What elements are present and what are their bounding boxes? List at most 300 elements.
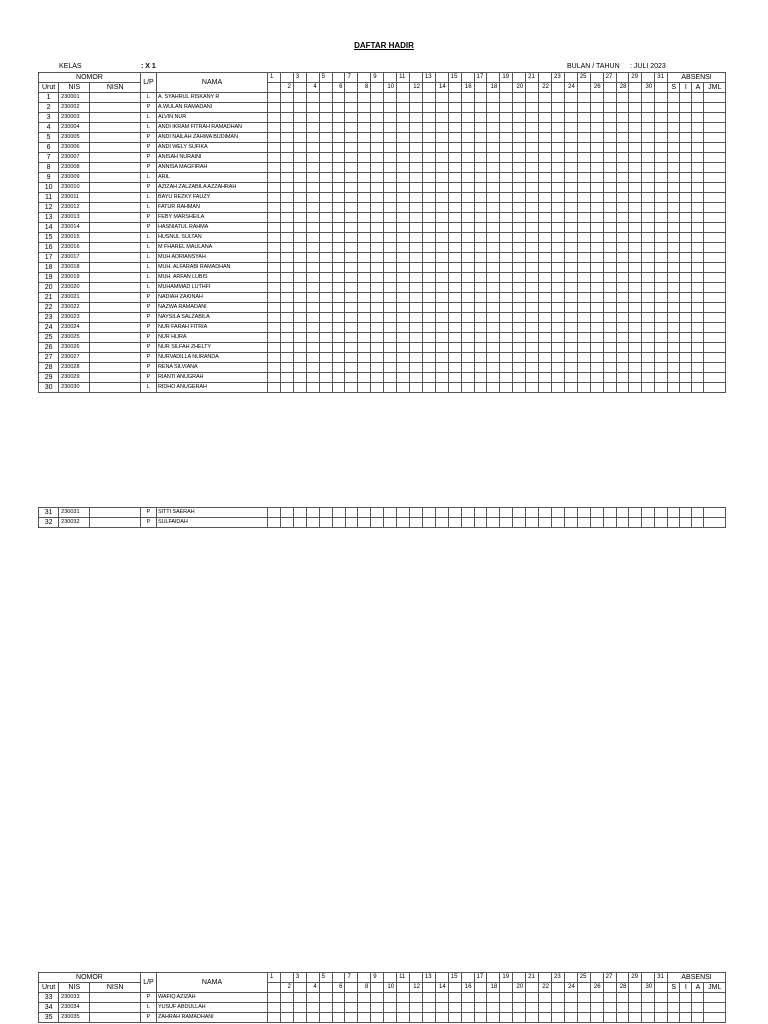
attendance-cell[interactable] [655, 1003, 668, 1013]
attendance-cell[interactable] [435, 993, 448, 1003]
attendance-cell[interactable] [603, 203, 616, 213]
attendance-cell[interactable] [668, 193, 680, 203]
attendance-cell[interactable] [564, 183, 577, 193]
attendance-cell[interactable] [704, 518, 726, 528]
attendance-cell[interactable] [680, 243, 692, 253]
attendance-cell[interactable] [448, 193, 461, 203]
attendance-cell[interactable] [268, 183, 281, 193]
attendance-cell[interactable] [345, 333, 358, 343]
attendance-cell[interactable] [603, 303, 616, 313]
attendance-cell[interactable] [704, 1003, 726, 1013]
attendance-cell[interactable] [345, 273, 358, 283]
attendance-cell[interactable] [603, 163, 616, 173]
attendance-cell[interactable] [422, 383, 435, 393]
attendance-cell[interactable] [500, 373, 513, 383]
attendance-cell[interactable] [629, 263, 642, 273]
attendance-cell[interactable] [642, 233, 655, 243]
attendance-cell[interactable] [642, 363, 655, 373]
attendance-cell[interactable] [448, 163, 461, 173]
attendance-cell[interactable] [371, 143, 384, 153]
attendance-cell[interactable] [692, 143, 704, 153]
attendance-cell[interactable] [539, 323, 552, 333]
attendance-cell[interactable] [680, 993, 692, 1003]
attendance-cell[interactable] [539, 143, 552, 153]
attendance-cell[interactable] [629, 383, 642, 393]
attendance-cell[interactable] [397, 353, 410, 363]
attendance-cell[interactable] [680, 113, 692, 123]
attendance-cell[interactable] [629, 163, 642, 173]
attendance-cell[interactable] [668, 133, 680, 143]
attendance-cell[interactable] [268, 508, 281, 518]
attendance-cell[interactable] [526, 333, 539, 343]
attendance-cell[interactable] [306, 508, 319, 518]
attendance-cell[interactable] [461, 223, 474, 233]
attendance-cell[interactable] [616, 103, 629, 113]
attendance-cell[interactable] [448, 253, 461, 263]
attendance-cell[interactable] [461, 173, 474, 183]
attendance-cell[interactable] [422, 233, 435, 243]
attendance-cell[interactable] [345, 253, 358, 263]
attendance-cell[interactable] [474, 1013, 487, 1023]
attendance-cell[interactable] [629, 203, 642, 213]
attendance-cell[interactable] [397, 273, 410, 283]
attendance-cell[interactable] [692, 133, 704, 143]
attendance-cell[interactable] [551, 103, 564, 113]
attendance-cell[interactable] [616, 1003, 629, 1013]
attendance-cell[interactable] [500, 143, 513, 153]
attendance-cell[interactable] [551, 283, 564, 293]
attendance-cell[interactable] [422, 123, 435, 133]
attendance-cell[interactable] [564, 323, 577, 333]
attendance-cell[interactable] [487, 373, 500, 383]
attendance-cell[interactable] [306, 123, 319, 133]
attendance-cell[interactable] [268, 263, 281, 273]
attendance-cell[interactable] [655, 383, 668, 393]
attendance-cell[interactable] [704, 243, 726, 253]
attendance-cell[interactable] [655, 183, 668, 193]
attendance-cell[interactable] [680, 143, 692, 153]
attendance-cell[interactable] [332, 273, 345, 283]
attendance-cell[interactable] [332, 363, 345, 373]
attendance-cell[interactable] [692, 243, 704, 253]
attendance-cell[interactable] [616, 143, 629, 153]
attendance-cell[interactable] [448, 323, 461, 333]
attendance-cell[interactable] [293, 113, 306, 123]
attendance-cell[interactable] [590, 313, 603, 323]
attendance-cell[interactable] [655, 343, 668, 353]
attendance-cell[interactable] [293, 283, 306, 293]
attendance-cell[interactable] [629, 233, 642, 243]
attendance-cell[interactable] [306, 243, 319, 253]
attendance-cell[interactable] [358, 143, 371, 153]
attendance-cell[interactable] [603, 243, 616, 253]
attendance-cell[interactable] [629, 113, 642, 123]
attendance-cell[interactable] [319, 233, 332, 243]
attendance-cell[interactable] [629, 93, 642, 103]
attendance-cell[interactable] [655, 508, 668, 518]
attendance-cell[interactable] [280, 153, 293, 163]
attendance-cell[interactable] [500, 333, 513, 343]
attendance-cell[interactable] [384, 203, 397, 213]
attendance-cell[interactable] [564, 373, 577, 383]
attendance-cell[interactable] [590, 253, 603, 263]
attendance-cell[interactable] [500, 243, 513, 253]
attendance-cell[interactable] [474, 353, 487, 363]
attendance-cell[interactable] [668, 173, 680, 183]
attendance-cell[interactable] [603, 213, 616, 223]
attendance-cell[interactable] [704, 303, 726, 313]
attendance-cell[interactable] [513, 123, 526, 133]
attendance-cell[interactable] [513, 213, 526, 223]
attendance-cell[interactable] [319, 153, 332, 163]
attendance-cell[interactable] [358, 293, 371, 303]
attendance-cell[interactable] [306, 383, 319, 393]
attendance-cell[interactable] [461, 233, 474, 243]
attendance-cell[interactable] [704, 103, 726, 113]
attendance-cell[interactable] [577, 143, 590, 153]
attendance-cell[interactable] [577, 173, 590, 183]
attendance-cell[interactable] [384, 518, 397, 528]
attendance-cell[interactable] [332, 213, 345, 223]
attendance-cell[interactable] [397, 243, 410, 253]
attendance-cell[interactable] [704, 193, 726, 203]
attendance-cell[interactable] [642, 1003, 655, 1013]
attendance-cell[interactable] [280, 123, 293, 133]
attendance-cell[interactable] [397, 373, 410, 383]
attendance-cell[interactable] [332, 123, 345, 133]
attendance-cell[interactable] [410, 353, 423, 363]
attendance-cell[interactable] [319, 223, 332, 233]
attendance-cell[interactable] [384, 233, 397, 243]
attendance-cell[interactable] [668, 313, 680, 323]
attendance-cell[interactable] [539, 203, 552, 213]
attendance-cell[interactable] [704, 213, 726, 223]
attendance-cell[interactable] [616, 193, 629, 203]
attendance-cell[interactable] [487, 313, 500, 323]
attendance-cell[interactable] [680, 343, 692, 353]
attendance-cell[interactable] [306, 253, 319, 263]
attendance-cell[interactable] [358, 353, 371, 363]
attendance-cell[interactable] [616, 1013, 629, 1023]
attendance-cell[interactable] [539, 993, 552, 1003]
attendance-cell[interactable] [461, 253, 474, 263]
attendance-cell[interactable] [680, 153, 692, 163]
attendance-cell[interactable] [642, 133, 655, 143]
attendance-cell[interactable] [280, 283, 293, 293]
attendance-cell[interactable] [422, 343, 435, 353]
attendance-cell[interactable] [642, 163, 655, 173]
attendance-cell[interactable] [487, 263, 500, 273]
attendance-cell[interactable] [280, 223, 293, 233]
attendance-cell[interactable] [680, 223, 692, 233]
attendance-cell[interactable] [616, 383, 629, 393]
attendance-cell[interactable] [384, 383, 397, 393]
attendance-cell[interactable] [500, 253, 513, 263]
attendance-cell[interactable] [539, 233, 552, 243]
attendance-cell[interactable] [319, 173, 332, 183]
attendance-cell[interactable] [410, 323, 423, 333]
attendance-cell[interactable] [668, 518, 680, 528]
attendance-cell[interactable] [616, 183, 629, 193]
attendance-cell[interactable] [345, 143, 358, 153]
attendance-cell[interactable] [577, 263, 590, 273]
attendance-cell[interactable] [306, 1013, 319, 1023]
attendance-cell[interactable] [603, 263, 616, 273]
attendance-cell[interactable] [629, 183, 642, 193]
attendance-cell[interactable] [526, 173, 539, 183]
attendance-cell[interactable] [539, 223, 552, 233]
attendance-cell[interactable] [564, 363, 577, 373]
attendance-cell[interactable] [435, 173, 448, 183]
attendance-cell[interactable] [410, 383, 423, 393]
attendance-cell[interactable] [513, 163, 526, 173]
attendance-cell[interactable] [487, 93, 500, 103]
attendance-cell[interactable] [668, 508, 680, 518]
attendance-cell[interactable] [487, 193, 500, 203]
attendance-cell[interactable] [692, 343, 704, 353]
attendance-cell[interactable] [577, 293, 590, 303]
attendance-cell[interactable] [422, 303, 435, 313]
attendance-cell[interactable] [513, 93, 526, 103]
attendance-cell[interactable] [680, 93, 692, 103]
attendance-cell[interactable] [680, 123, 692, 133]
attendance-cell[interactable] [306, 213, 319, 223]
attendance-cell[interactable] [358, 253, 371, 263]
attendance-cell[interactable] [474, 233, 487, 243]
attendance-cell[interactable] [448, 93, 461, 103]
attendance-cell[interactable] [551, 1003, 564, 1013]
attendance-cell[interactable] [422, 143, 435, 153]
attendance-cell[interactable] [306, 113, 319, 123]
attendance-cell[interactable] [306, 183, 319, 193]
attendance-cell[interactable] [513, 1013, 526, 1023]
attendance-cell[interactable] [642, 243, 655, 253]
attendance-cell[interactable] [461, 183, 474, 193]
attendance-cell[interactable] [642, 273, 655, 283]
attendance-cell[interactable] [306, 353, 319, 363]
attendance-cell[interactable] [577, 1013, 590, 1023]
attendance-cell[interactable] [345, 123, 358, 133]
attendance-cell[interactable] [319, 253, 332, 263]
attendance-cell[interactable] [526, 518, 539, 528]
attendance-cell[interactable] [280, 1013, 293, 1023]
attendance-cell[interactable] [704, 223, 726, 233]
attendance-cell[interactable] [680, 323, 692, 333]
attendance-cell[interactable] [384, 113, 397, 123]
attendance-cell[interactable] [668, 203, 680, 213]
attendance-cell[interactable] [629, 373, 642, 383]
attendance-cell[interactable] [539, 153, 552, 163]
attendance-cell[interactable] [692, 508, 704, 518]
attendance-cell[interactable] [577, 203, 590, 213]
attendance-cell[interactable] [306, 1003, 319, 1013]
attendance-cell[interactable] [371, 343, 384, 353]
attendance-cell[interactable] [500, 1003, 513, 1013]
attendance-cell[interactable] [397, 203, 410, 213]
attendance-cell[interactable] [590, 353, 603, 363]
attendance-cell[interactable] [306, 233, 319, 243]
attendance-cell[interactable] [629, 273, 642, 283]
attendance-cell[interactable] [358, 333, 371, 343]
attendance-cell[interactable] [435, 183, 448, 193]
attendance-cell[interactable] [704, 343, 726, 353]
attendance-cell[interactable] [500, 343, 513, 353]
attendance-cell[interactable] [692, 173, 704, 183]
attendance-cell[interactable] [603, 333, 616, 343]
attendance-cell[interactable] [487, 133, 500, 143]
attendance-cell[interactable] [704, 133, 726, 143]
attendance-cell[interactable] [306, 313, 319, 323]
attendance-cell[interactable] [655, 143, 668, 153]
attendance-cell[interactable] [642, 518, 655, 528]
attendance-cell[interactable] [280, 518, 293, 528]
attendance-cell[interactable] [680, 333, 692, 343]
attendance-cell[interactable] [692, 373, 704, 383]
attendance-cell[interactable] [704, 173, 726, 183]
attendance-cell[interactable] [345, 508, 358, 518]
attendance-cell[interactable] [704, 333, 726, 343]
attendance-cell[interactable] [551, 133, 564, 143]
attendance-cell[interactable] [384, 243, 397, 253]
attendance-cell[interactable] [500, 323, 513, 333]
attendance-cell[interactable] [551, 273, 564, 283]
attendance-cell[interactable] [487, 183, 500, 193]
attendance-cell[interactable] [371, 213, 384, 223]
attendance-cell[interactable] [332, 193, 345, 203]
attendance-cell[interactable] [422, 313, 435, 323]
attendance-cell[interactable] [487, 353, 500, 363]
attendance-cell[interactable] [564, 133, 577, 143]
attendance-cell[interactable] [603, 153, 616, 163]
attendance-cell[interactable] [358, 173, 371, 183]
attendance-cell[interactable] [668, 113, 680, 123]
attendance-cell[interactable] [410, 253, 423, 263]
attendance-cell[interactable] [435, 233, 448, 243]
attendance-cell[interactable] [564, 383, 577, 393]
attendance-cell[interactable] [704, 113, 726, 123]
attendance-cell[interactable] [319, 1013, 332, 1023]
attendance-cell[interactable] [435, 508, 448, 518]
attendance-cell[interactable] [577, 123, 590, 133]
attendance-cell[interactable] [590, 153, 603, 163]
attendance-cell[interactable] [280, 263, 293, 273]
attendance-cell[interactable] [410, 293, 423, 303]
attendance-cell[interactable] [603, 133, 616, 143]
attendance-cell[interactable] [410, 233, 423, 243]
attendance-cell[interactable] [345, 133, 358, 143]
attendance-cell[interactable] [319, 243, 332, 253]
attendance-cell[interactable] [668, 263, 680, 273]
attendance-cell[interactable] [422, 93, 435, 103]
attendance-cell[interactable] [692, 333, 704, 343]
attendance-cell[interactable] [552, 508, 565, 518]
attendance-cell[interactable] [704, 143, 726, 153]
attendance-cell[interactable] [280, 133, 293, 143]
attendance-cell[interactable] [539, 333, 552, 343]
attendance-cell[interactable] [539, 363, 552, 373]
attendance-cell[interactable] [526, 123, 539, 133]
attendance-cell[interactable] [397, 313, 410, 323]
attendance-cell[interactable] [590, 223, 603, 233]
attendance-cell[interactable] [474, 1003, 487, 1013]
attendance-cell[interactable] [384, 313, 397, 323]
attendance-cell[interactable] [668, 363, 680, 373]
attendance-cell[interactable] [293, 508, 306, 518]
attendance-cell[interactable] [410, 193, 423, 203]
attendance-cell[interactable] [461, 993, 474, 1003]
attendance-cell[interactable] [513, 153, 526, 163]
attendance-cell[interactable] [487, 333, 500, 343]
attendance-cell[interactable] [474, 113, 487, 123]
attendance-cell[interactable] [410, 508, 423, 518]
attendance-cell[interactable] [384, 1013, 397, 1023]
attendance-cell[interactable] [513, 313, 526, 323]
attendance-cell[interactable] [268, 333, 281, 343]
attendance-cell[interactable] [435, 363, 448, 373]
attendance-cell[interactable] [616, 373, 629, 383]
attendance-cell[interactable] [358, 163, 371, 173]
attendance-cell[interactable] [280, 203, 293, 213]
attendance-cell[interactable] [513, 103, 526, 113]
attendance-cell[interactable] [668, 183, 680, 193]
attendance-cell[interactable] [692, 518, 704, 528]
attendance-cell[interactable] [564, 103, 577, 113]
attendance-cell[interactable] [435, 223, 448, 233]
attendance-cell[interactable] [704, 1013, 726, 1023]
attendance-cell[interactable] [551, 293, 564, 303]
attendance-cell[interactable] [332, 518, 345, 528]
attendance-cell[interactable] [306, 143, 319, 153]
attendance-cell[interactable] [422, 133, 435, 143]
attendance-cell[interactable] [474, 253, 487, 263]
attendance-cell[interactable] [448, 353, 461, 363]
attendance-cell[interactable] [435, 263, 448, 273]
attendance-cell[interactable] [526, 243, 539, 253]
attendance-cell[interactable] [577, 353, 590, 363]
attendance-cell[interactable] [655, 113, 668, 123]
attendance-cell[interactable] [655, 333, 668, 343]
attendance-cell[interactable] [410, 153, 423, 163]
attendance-cell[interactable] [616, 203, 629, 213]
attendance-cell[interactable] [668, 273, 680, 283]
attendance-cell[interactable] [345, 173, 358, 183]
attendance-cell[interactable] [448, 113, 461, 123]
attendance-cell[interactable] [268, 153, 281, 163]
attendance-cell[interactable] [410, 283, 423, 293]
attendance-cell[interactable] [384, 263, 397, 273]
attendance-cell[interactable] [448, 333, 461, 343]
attendance-cell[interactable] [655, 163, 668, 173]
attendance-cell[interactable] [358, 203, 371, 213]
attendance-cell[interactable] [526, 203, 539, 213]
attendance-cell[interactable] [526, 183, 539, 193]
attendance-cell[interactable] [474, 373, 487, 383]
attendance-cell[interactable] [629, 1003, 642, 1013]
attendance-cell[interactable] [642, 993, 655, 1003]
attendance-cell[interactable] [474, 303, 487, 313]
attendance-cell[interactable] [422, 283, 435, 293]
attendance-cell[interactable] [306, 373, 319, 383]
attendance-cell[interactable] [668, 143, 680, 153]
attendance-cell[interactable] [384, 173, 397, 183]
attendance-cell[interactable] [564, 223, 577, 233]
attendance-cell[interactable] [551, 183, 564, 193]
attendance-cell[interactable] [474, 133, 487, 143]
attendance-cell[interactable] [577, 213, 590, 223]
attendance-cell[interactable] [680, 213, 692, 223]
attendance-cell[interactable] [487, 273, 500, 283]
attendance-cell[interactable] [461, 333, 474, 343]
